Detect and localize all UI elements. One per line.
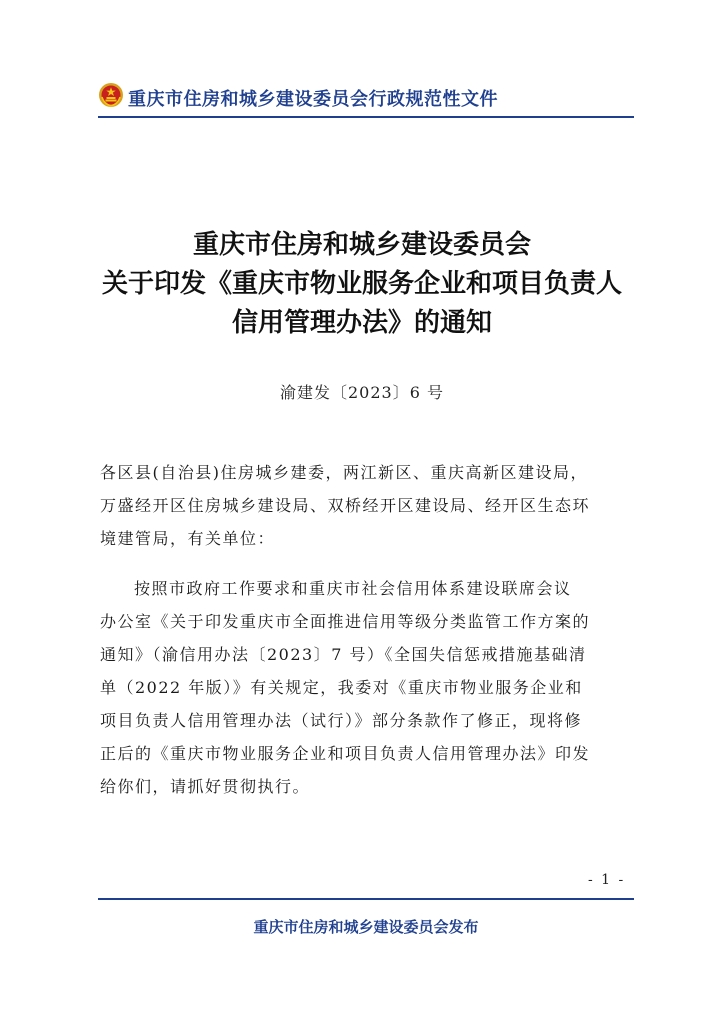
title-line: 信用管理办法》的通知 — [231, 308, 492, 338]
header-title: 重庆市住房和城乡建设委员会行政规范性文件 — [128, 89, 498, 110]
body-line: 给你们，请抓好贯彻执行。 — [100, 777, 311, 796]
body-line: 单（2022 年版）》有关规定，我委对《重庆市物业服务企业和 — [100, 678, 583, 697]
footer-publisher: 重庆市住房和城乡建设委员会发布 — [253, 918, 479, 936]
body-line: 通知》（渝信用办法〔2023〕7 号）《全国失信惩戒措施基础清 — [100, 645, 587, 664]
title-line: 关于印发《重庆市物业服务企业和项目负责人 — [101, 269, 622, 299]
addressee — [100, 456, 636, 555]
title-line: 重庆市住房和城乡建设委员会 — [192, 230, 531, 260]
document-number: 渝建发〔2023〕6 号 — [280, 383, 444, 402]
addressee-line: 万盛经开区住房城乡建设局、双桥经开区建设局、经开区生态环 — [100, 496, 591, 515]
header-rule — [98, 116, 634, 118]
body-line: 办公室《关于印发重庆市全面推进信用等级分类监管工作方案的 — [100, 612, 591, 631]
body-line: 项目负责人信用管理办法（试行）》部分条款作了修正，现将修 — [100, 711, 583, 730]
document-header — [98, 82, 638, 112]
national-emblem-icon — [98, 82, 124, 108]
body-paragraph — [100, 572, 636, 803]
document-title — [80, 226, 644, 343]
body-line: 正后的《重庆市物业服务企业和项目负责人信用管理办法》印发 — [100, 744, 591, 763]
addressee-line: 各区县(自治县)住房城乡建委，两江新区、重庆高新区建设局， — [100, 463, 588, 482]
page-number: - 1 - — [588, 872, 626, 888]
body-line: 按照市政府工作要求和重庆市社会信用体系建设联席会议 — [134, 579, 572, 598]
addressee-line: 境建管局，有关单位： — [100, 529, 276, 548]
footer-rule — [98, 898, 634, 900]
